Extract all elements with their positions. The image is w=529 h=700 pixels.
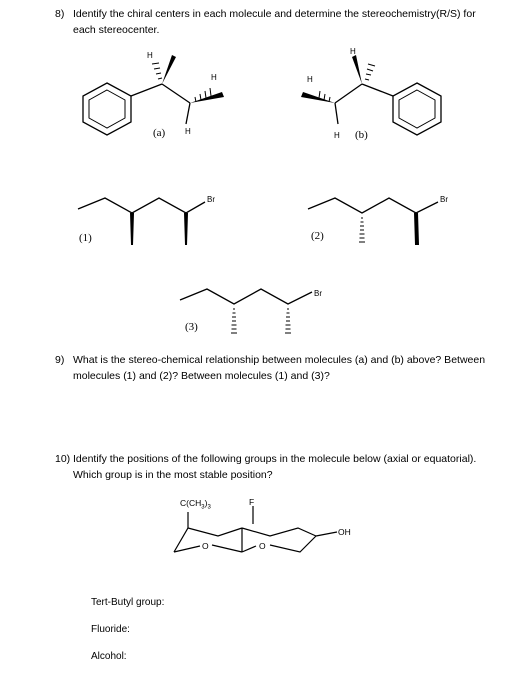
answer-tbu: Tert-Butyl group:	[91, 597, 165, 608]
hash-3b	[285, 309, 291, 333]
ring-right-bottom1	[242, 546, 256, 552]
oh-bond	[316, 532, 337, 536]
tbu-end: )	[204, 498, 208, 508]
a-h-bottom: H	[185, 127, 191, 136]
a-h-right: H	[211, 73, 217, 82]
ring-left-bottom1	[174, 546, 200, 552]
ring-left-bottom2	[212, 545, 242, 552]
bond-b1	[362, 84, 393, 96]
hash-3a	[231, 309, 237, 333]
chain-3	[180, 289, 312, 304]
o2-label: O	[259, 541, 266, 551]
mol1-br: Br	[207, 195, 215, 204]
wedge-1a	[130, 213, 134, 245]
wedge-2b	[414, 213, 419, 245]
b-h-top: H	[350, 47, 356, 56]
molecule-a	[83, 55, 224, 135]
q8-text-line2: each stereocenter.	[73, 24, 160, 36]
chain-2	[308, 198, 438, 213]
mol2-br: Br	[440, 195, 448, 204]
q9-number: 9)	[55, 354, 65, 366]
q9-text-line1: What is the stereo-chemical relationship between molecules (a) and (b) above? Between	[73, 354, 486, 366]
a-h-top: H	[147, 51, 153, 60]
q8-text-line1: Identify the chiral centers in each molecule and determine the stereochemistry(R/S) for	[73, 8, 476, 20]
q10-text-line2: Which group is in the most stable position?	[73, 469, 273, 481]
mol-3-label: (3)	[185, 321, 198, 333]
benzene-ring-b	[393, 83, 441, 135]
benzene-inner-b	[399, 90, 435, 128]
bond-b3	[335, 103, 338, 124]
bond-b2	[335, 84, 362, 103]
q10-number: 10)	[55, 453, 71, 465]
hash-a-htop	[152, 63, 162, 79]
mol-1-label: (1)	[79, 232, 92, 244]
mol3-br: Br	[314, 289, 322, 298]
tbu-sub2: 3	[207, 504, 211, 511]
hash-2a	[359, 218, 365, 242]
q10-text-line1: Identify the positions of the following groups in the molecule below (axial or equatorial).	[73, 453, 477, 465]
b-h-left: H	[307, 75, 313, 84]
ring-right-bottom2	[270, 536, 316, 552]
mol-2-label: (2)	[311, 230, 324, 242]
tbu-sub: 3	[201, 504, 205, 511]
hash-b-top	[365, 64, 375, 80]
molecule-1	[78, 198, 205, 245]
answer-fluoride: Fluoride:	[91, 624, 130, 635]
bond-a1	[131, 84, 162, 96]
wedge-b-top	[352, 55, 362, 84]
tbu-label	[180, 496, 211, 516]
oh-label: OH	[338, 527, 351, 537]
bond-a2	[162, 84, 190, 103]
wedge-a-top	[162, 55, 176, 84]
b-h-bottom: H	[334, 131, 340, 140]
q9-text-line2: molecules (1) and (2)? Between molecules (1) and (3)?	[73, 370, 330, 382]
benzene-ring-a	[83, 83, 131, 135]
answer-alcohol: Alcohol:	[91, 651, 127, 662]
molecule-2	[308, 198, 438, 245]
molecule-b	[301, 55, 441, 135]
q8-number: 8)	[55, 8, 65, 20]
o1-label: O	[202, 541, 209, 551]
tbu-text: C(CH	[180, 498, 202, 508]
molecule-3	[180, 289, 312, 333]
bond-a3	[186, 103, 190, 124]
chain-1	[78, 198, 205, 213]
mol-b-label: (b)	[355, 129, 368, 141]
benzene-inner-a	[89, 90, 125, 128]
f-label: F	[249, 497, 255, 507]
ring-right-top	[242, 528, 316, 536]
wedge-1b	[184, 213, 188, 245]
mol-a-label: (a)	[153, 127, 166, 139]
